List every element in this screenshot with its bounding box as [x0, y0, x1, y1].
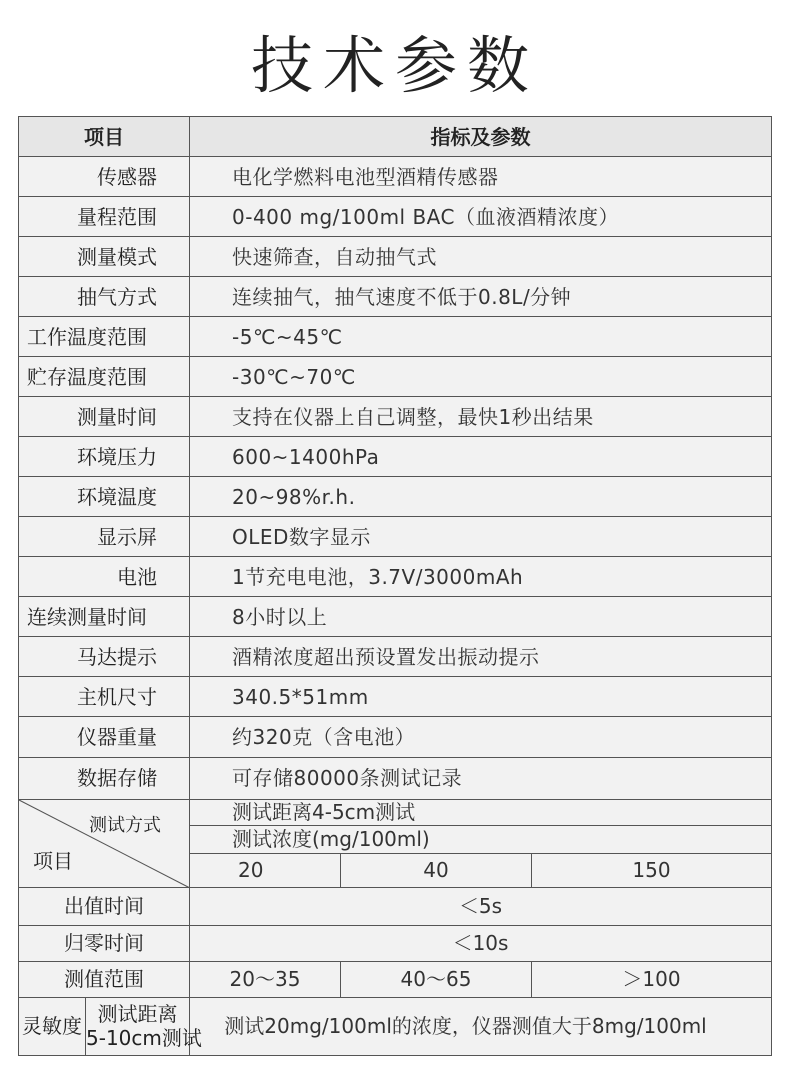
header-spec: 指标及参数 — [190, 117, 772, 157]
row-value: -5℃~45℃ — [190, 317, 772, 357]
level-cell: 40 — [341, 853, 532, 887]
table-row — [19, 477, 772, 517]
row-label: 环境温度 — [19, 477, 190, 517]
sensitivity-distance — [86, 997, 202, 1055]
row-label: 测量模式 — [19, 237, 190, 277]
row-label: 显示屏 — [19, 517, 190, 557]
table-row — [19, 557, 772, 597]
row-value: 电化学燃料电池型酒精传感器 — [190, 157, 772, 197]
row-value: 连续抽气，抽气速度不低于0.8L/分钟 — [190, 277, 772, 317]
row-value: 1节充电电池，3.7V/3000mAh — [190, 557, 772, 597]
sensitivity-label: 灵敏度 — [19, 997, 86, 1055]
spec-table — [18, 116, 772, 1056]
table-row — [19, 317, 772, 357]
row-label: 主机尺寸 — [19, 677, 190, 717]
range-cell: ＞100 — [532, 961, 772, 997]
row-value: 20~98%r.h. — [190, 477, 772, 517]
test-concentration: 测试浓度(mg/100ml) — [190, 825, 772, 853]
table-row — [19, 677, 772, 717]
test-distance: 测试距离4-5cm测试 — [190, 799, 772, 825]
page-title: 技术参数 — [250, 29, 539, 102]
range-cell: 40～65 — [341, 961, 532, 997]
table-row — [19, 197, 772, 237]
row-label: 贮存温度范围 — [19, 357, 190, 397]
row-label: 工作温度范围 — [19, 317, 190, 357]
table-row — [19, 397, 772, 437]
row-value: 8小时以上 — [190, 597, 772, 637]
zero-time-value: ＜10s — [190, 925, 772, 961]
row-label: 电池 — [19, 557, 190, 597]
header-item: 项目 — [19, 117, 190, 157]
diagonal-header-cell — [19, 799, 190, 887]
test-distance-row — [19, 799, 772, 825]
row-label: 环境压力 — [19, 437, 190, 477]
sensitivity-distance-line: 5-10cm测试 — [86, 1026, 202, 1051]
table-row — [19, 357, 772, 397]
row-value: OLED数字显示 — [190, 517, 772, 557]
table-row — [19, 517, 772, 557]
row-value: 约320克（含电池） — [190, 717, 772, 757]
sensitivity-value: 测试20mg/100ml的浓度，仪器测值大于8mg/100ml — [190, 997, 772, 1055]
row-label: 传感器 — [19, 157, 190, 197]
row-value: 340.5*51mm — [190, 677, 772, 717]
row-value: 可存储80000条测试记录 — [190, 757, 772, 799]
row-value: 快速筛查，自动抽气式 — [190, 237, 772, 277]
range-cell: 20～35 — [190, 961, 341, 997]
output-time-row — [19, 887, 772, 925]
row-value: 酒精浓度超出预设置发出振动提示 — [190, 637, 772, 677]
table-row — [19, 717, 772, 757]
row-label: 抽气方式 — [19, 277, 190, 317]
output-time-value: ＜5s — [190, 887, 772, 925]
table-row — [19, 597, 772, 637]
row-label: 数据存储 — [19, 757, 190, 799]
row-value: 600~1400hPa — [190, 437, 772, 477]
table-row — [19, 157, 772, 197]
row-label: 仪器重量 — [19, 717, 190, 757]
table-row — [19, 757, 772, 799]
row-value: 支持在仪器上自己调整，最快1秒出结果 — [190, 397, 772, 437]
zero-time-label: 归零时间 — [19, 925, 190, 961]
output-time-label: 出值时间 — [19, 887, 190, 925]
table-row — [19, 637, 772, 677]
row-label: 马达提示 — [19, 637, 190, 677]
diag-top-label: 测试方式 — [89, 814, 161, 836]
row-label: 测量时间 — [19, 397, 190, 437]
row-value: 0-400 mg/100ml BAC（血液酒精浓度） — [190, 197, 772, 237]
sensitivity-distance-line: 测试距离 — [97, 1002, 178, 1027]
level-cell: 20 — [190, 853, 341, 887]
range-label: 测值范围 — [19, 961, 190, 997]
zero-time-row — [19, 925, 772, 961]
table-row — [19, 277, 772, 317]
table-row — [19, 437, 772, 477]
row-label: 量程范围 — [19, 197, 190, 237]
row-value: -30℃~70℃ — [190, 357, 772, 397]
range-row — [19, 961, 772, 997]
level-cell: 150 — [532, 853, 772, 887]
sensitivity-row — [19, 997, 772, 1055]
table-row — [19, 237, 772, 277]
diag-bottom-label: 项目 — [33, 848, 73, 873]
table-header-row — [19, 117, 772, 157]
row-label: 连续测量时间 — [19, 597, 190, 637]
